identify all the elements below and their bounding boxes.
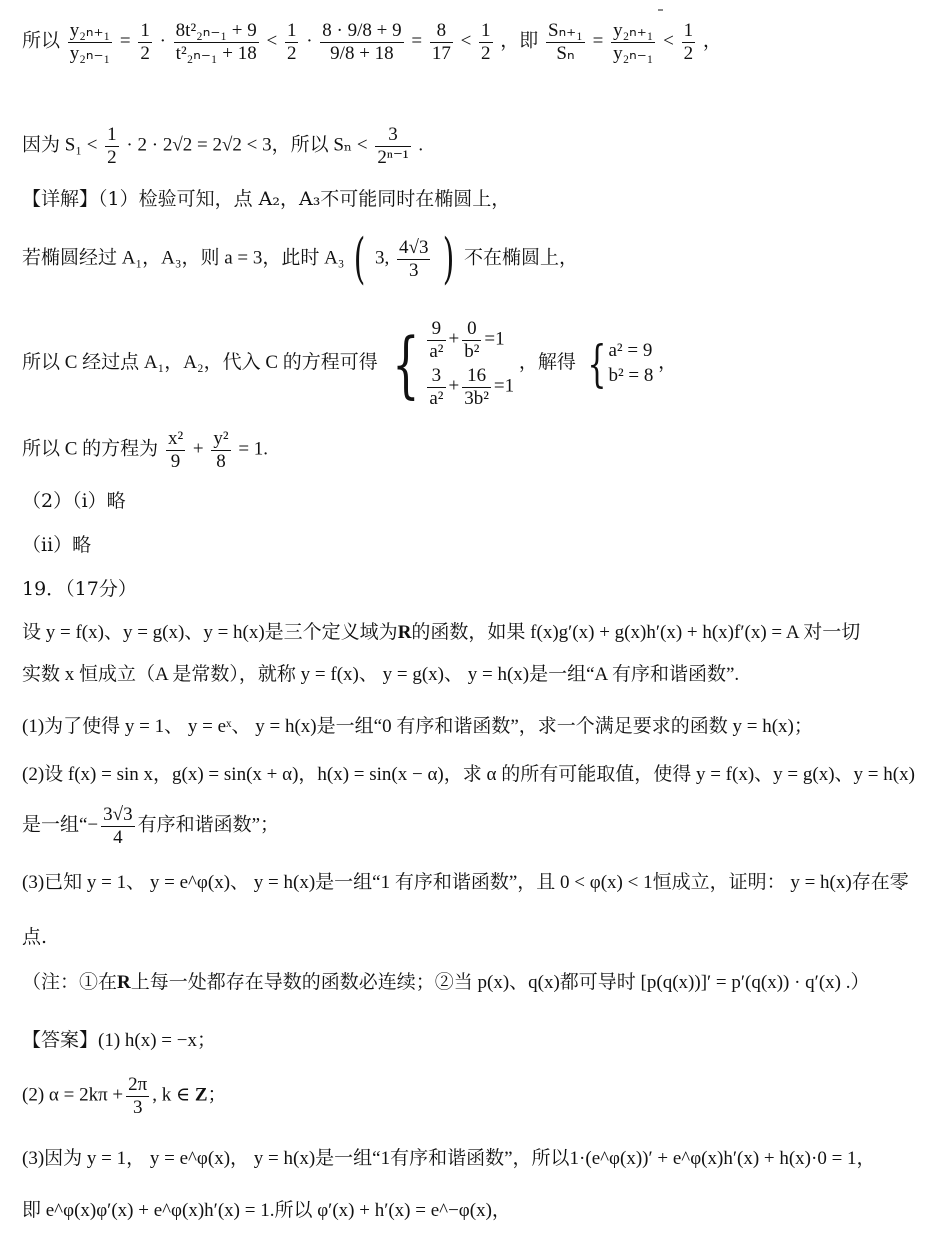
- line-question-2b: 是一组“− $\frac{3√3}{4}$ 有序和谐函数”；: [22, 804, 280, 848]
- scan-mark: [658, 9, 663, 11]
- fraction: $\frac{8 \cdot 9/8 + 9}{9/8 + 18}$: [322, 20, 402, 64]
- text: 所以 C 经过点 A₁，A₂，代入 C 的方程可得: [22, 352, 378, 374]
- line-answer-3: (3)因为 y = 1， y = e^φ(x)， y = h(x)是一组“1有序和谐函数”，所以1·(e^φ(x))′ + e^φ(x)h′(x) + h(x)·0 = 1，: [22, 1148, 876, 1169]
- line-note: （注：①在R上每一处都存在导数的函数必连续；②当 p(x)、q(x)都可导时 [p(q(x))]′ = p′(q(x)) · q′(x) .）: [22, 972, 870, 993]
- line-question-2: (2)设 f(x) = sin x，g(x) = sin(x + α)，h(x) = sin(x − α)，求 α 的所有可能取值，使得 y = f(x)、y = g(x)、y = h(x): [22, 764, 915, 785]
- text: ，: [658, 352, 678, 374]
- line-part2-i: （2）（i）略: [22, 490, 126, 512]
- fraction: $\frac{\text{Sₙ₊₁}}{\text{Sₙ}}$: [548, 20, 583, 64]
- line-answer-2: (2) α = 2kπ + $\frac{2\pi}{3}$ , k ∈ Z；: [22, 1074, 227, 1118]
- text: 若椭圆经过 A₁，A₃，则 a = 3，此时 A₃: [22, 247, 345, 269]
- line-ratio-inequality: [22, 20, 914, 65]
- left-paren: (: [353, 227, 366, 290]
- line-answer-3b: 即 e^φ(x)φ′(x) + e^φ(x)h′(x) = 1.所以 φ′(x) + h′(x) = e^−φ(x)，: [22, 1200, 511, 1221]
- line-question-3: (3)已知 y = 1、 y = e^φ(x)、 y = h(x)是一组“1 有序和谐函数”，且 0 < φ(x) < 1恒成立，证明： y = h(x)存在零: [22, 872, 909, 893]
- question-number: 19．（17分）: [22, 578, 137, 600]
- text: .: [418, 134, 424, 156]
- fraction: $\frac{1}{2}$: [140, 20, 150, 64]
- text: <: [663, 30, 674, 52]
- text: =: [411, 30, 423, 52]
- text: ，解得: [518, 352, 576, 374]
- text: =: [592, 30, 604, 52]
- line-detail-heading: 【详解】（1）检验可知，点 A₂，A₃不可能同时在椭圆上，: [22, 188, 511, 210]
- fraction: $\frac{\text{y₂ₙ₊₁}}{\text{y₂ₙ₋₁}}$: [613, 20, 654, 64]
- line-ellipse-equation: [22, 428, 914, 473]
- text: <: [266, 30, 278, 52]
- line-system: [22, 318, 914, 409]
- line-definition-1: 设 y = f(x)、y = g(x)、y = h(x)是三个定义域为R的函数，如果 f(x)g′(x) + g(x)h′(x) + h(x)f′(x) = A 对一切: [22, 622, 861, 643]
- text: ·: [306, 30, 313, 52]
- fraction: $\frac{1}{2}$: [286, 20, 297, 64]
- line-question-3b: 点.: [22, 926, 48, 948]
- fraction: $\frac{1}{2}$: [683, 20, 694, 64]
- line-ellipse-check: [22, 227, 914, 290]
- fraction: $\frac{1}{2}$: [107, 124, 117, 168]
- text: 所以: [22, 30, 61, 52]
- text: ，即: [500, 30, 539, 52]
- line-part2-ii: （ii）略: [22, 534, 92, 556]
- right-paren: ): [442, 227, 455, 290]
- text: 因为 S₁ <: [22, 134, 103, 156]
- line-answer-1: 【答案】(1) h(x) = −x；: [22, 1030, 216, 1051]
- text: <: [460, 30, 472, 52]
- equation-system: { $\frac{9}{\text{a²}}$ + $\frac{0}{\text{b²}}$ =1 $\frac{3}{\text{a²}}$ + $\frac{16}{\text{3b²}}$ =1: [391, 318, 515, 409]
- text: = 1.: [238, 438, 269, 460]
- solution-system: { a² = 9 b² = 8: [587, 334, 654, 393]
- text: 不在椭圆上，: [464, 247, 579, 269]
- text: 所以 C 的方程为: [22, 438, 159, 460]
- text: ，: [702, 30, 722, 52]
- text: +: [192, 438, 204, 460]
- text: ·: [159, 30, 166, 52]
- fraction: $\frac{8}{17}$: [431, 20, 451, 64]
- line-s1-bound: [22, 124, 914, 169]
- fraction: $\frac{3}{\text{2ⁿ⁻¹}}$: [377, 124, 409, 168]
- line-definition-2: 实数 x 恒成立（A 是常数），就称 y = f(x)、 y = g(x)、 y = h(x)是一组“A 有序和谐函数”.: [22, 664, 740, 685]
- text: =: [119, 30, 131, 52]
- text: · 2 · 2√2 = 2√2 < 3，所以 Sₙ <: [126, 134, 373, 156]
- fraction: $\frac{\text{y₂ₙ₊₁}}{\text{y₂ₙ₋₁}}$: [69, 20, 111, 64]
- fraction: $\frac{1}{2}$: [481, 20, 491, 64]
- line-question-1: (1)为了使得 y = 1、 y = eˣ、 y = h(x)是一组“0 有序和谐函数”，求一个满足要求的函数 y = h(x)；: [22, 716, 813, 737]
- text: 3,: [375, 247, 390, 269]
- fraction: $\frac{\text{x²}}{9}$: [167, 428, 184, 472]
- fraction: $\frac{\text{y²}}{8}$: [213, 428, 229, 472]
- fraction: $\frac{4√3}{3}$: [399, 236, 429, 281]
- fraction: $\frac{\text{8t²₂ₙ₋₁ + 9}}{\text{t²₂ₙ₋₁ + 18}}$: [175, 20, 257, 64]
